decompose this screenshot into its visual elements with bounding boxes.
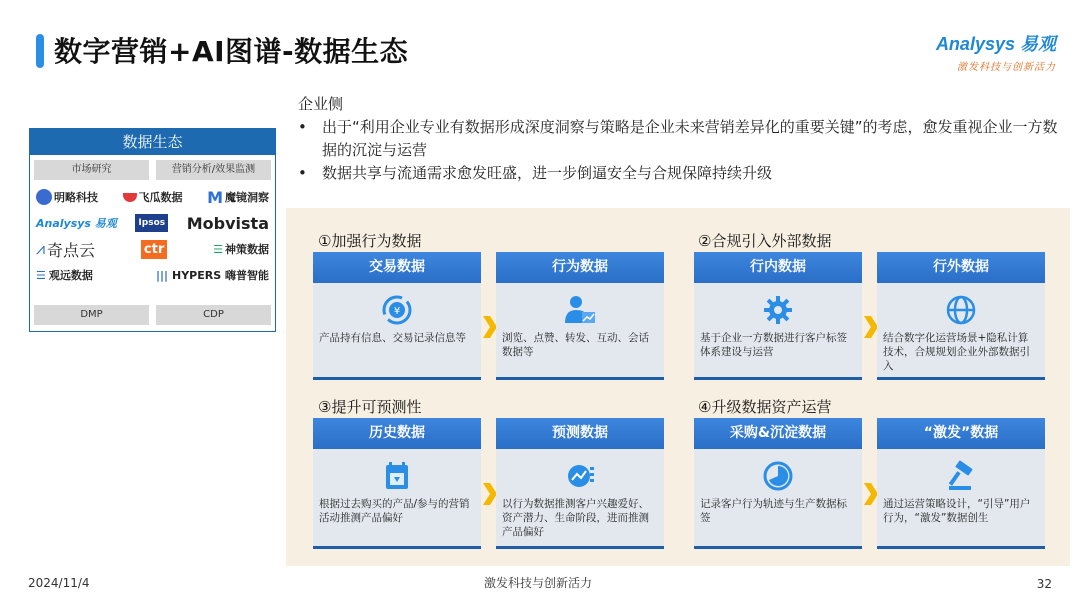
user-chart-icon <box>496 293 664 327</box>
bullet-item: • 数据共享与流通需求愈发旺盛，进一步倒逼安全与合规保障持续升级 <box>298 164 773 182</box>
globe-icon <box>877 293 1045 327</box>
data-ecosystem-panel <box>29 128 276 332</box>
ecosystem-tag-marketing-analysis: 营销分析/效果监测 <box>156 160 271 180</box>
data-strategy-board <box>286 208 1070 566</box>
page-title: 数字营销+AI图谱-数据生态 <box>54 35 409 68</box>
strategy-card <box>496 252 664 380</box>
enterprise-heading: 企业侧 <box>298 95 344 113</box>
chevron-right-icon <box>864 316 878 338</box>
title-accent-bar <box>36 34 44 68</box>
card-description: 结合数字化运营场景+隐私计算技术，合规规划企业外部数据引入 <box>883 332 1030 372</box>
brand-tagline: 激发科技与创新活力 <box>957 62 1056 73</box>
pie-chart-icon <box>694 459 862 493</box>
strategy-card <box>313 252 481 380</box>
footer-date: 2024/11/4 <box>28 576 90 590</box>
card-header: “激发”数据 <box>877 418 1045 449</box>
brand-name: Analysys 易观 <box>935 34 1056 54</box>
group-title: ②合规引入外部数据 <box>698 232 832 250</box>
card-header: 行外数据 <box>877 252 1045 283</box>
card-header: 历史数据 <box>313 418 481 449</box>
ecosystem-tag-dmp: DMP <box>34 305 149 325</box>
chevron-right-icon <box>483 316 497 338</box>
strategy-card <box>496 418 664 549</box>
partner-logo-grid <box>30 180 275 292</box>
ecosystem-title: 数据生态 <box>30 129 275 155</box>
card-description: 基于企业一方数据进行客户标签体系建设与运营 <box>700 332 847 358</box>
card-description: 产品持有信息、交易记录信息等 <box>319 332 466 344</box>
partner-logo: ☰ 观远数据 <box>36 268 93 282</box>
strategy-card <box>694 418 862 549</box>
ecosystem-tag-cdp: CDP <box>156 305 271 325</box>
hammer-icon <box>877 459 1045 493</box>
partner-logo: M 魔镜洞察 <box>207 187 269 207</box>
group-title: ④升级数据资产运营 <box>698 398 832 416</box>
bullet-item: • 出于“利用企业专业有数据形成深度洞察与策略是企业未来营销差异化的重要关键”的考虑，愈发重视企业一方数据的沉淀与运营 <box>298 118 1058 159</box>
brand-logo <box>936 30 1056 73</box>
card-description: 记录客户行为轨迹与生产数据标签 <box>700 498 847 524</box>
group-title: ①加强行为数据 <box>318 232 422 250</box>
partner-logo: ||| HYPERS 嗨普智能 <box>155 268 269 282</box>
partner-logo: Ipsos <box>135 214 168 232</box>
forecast-icon <box>496 459 664 493</box>
partner-logo: ⩘ 奇点云 <box>36 239 96 260</box>
partner-logo: 飞瓜数据 <box>123 189 183 205</box>
partner-logo: ctr <box>141 240 167 259</box>
card-header: 采购&沉淀数据 <box>694 418 862 449</box>
partner-logo: Mobvista <box>186 213 269 233</box>
partner-logo: Analysys 易观 <box>36 217 117 230</box>
partner-logo: ☰ 神策数据 <box>213 242 269 256</box>
strategy-card <box>313 418 481 549</box>
card-header: 行内数据 <box>694 252 862 283</box>
card-header: 行为数据 <box>496 252 664 283</box>
ecosystem-tag-market-research: 市场研究 <box>34 160 149 180</box>
enterprise-bullets <box>298 116 1058 185</box>
card-header: 预测数据 <box>496 418 664 449</box>
strategy-card <box>694 252 862 380</box>
page-number: 32 <box>1036 577 1052 591</box>
svg-text:¥: ¥ <box>393 306 401 317</box>
card-description: 浏览、点赞、转发、互动、会话数据等 <box>502 332 649 358</box>
card-description: 以行为数据推测客户兴趣爱好、资产潜力、生命阶段，进而推测产品偏好 <box>502 498 649 538</box>
group-title: ③提升可预测性 <box>318 398 422 416</box>
calendar-icon <box>313 459 481 493</box>
footer-tagline: 激发科技与创新活力 <box>484 576 593 590</box>
gear-icon <box>694 293 862 327</box>
chevron-right-icon <box>483 483 497 505</box>
strategy-card <box>877 418 1045 549</box>
chevron-right-icon <box>864 483 878 505</box>
strategy-card <box>877 252 1045 380</box>
currency-cycle-icon <box>313 293 481 327</box>
card-description: 根据过去购买的产品/参与的营销活动推测产品偏好 <box>319 498 470 524</box>
card-description: 通过运营策略设计，“引导”用户行为，“激发”数据创生 <box>883 498 1031 524</box>
card-header: 交易数据 <box>313 252 481 283</box>
partner-logo: 明略科技 <box>36 189 98 205</box>
